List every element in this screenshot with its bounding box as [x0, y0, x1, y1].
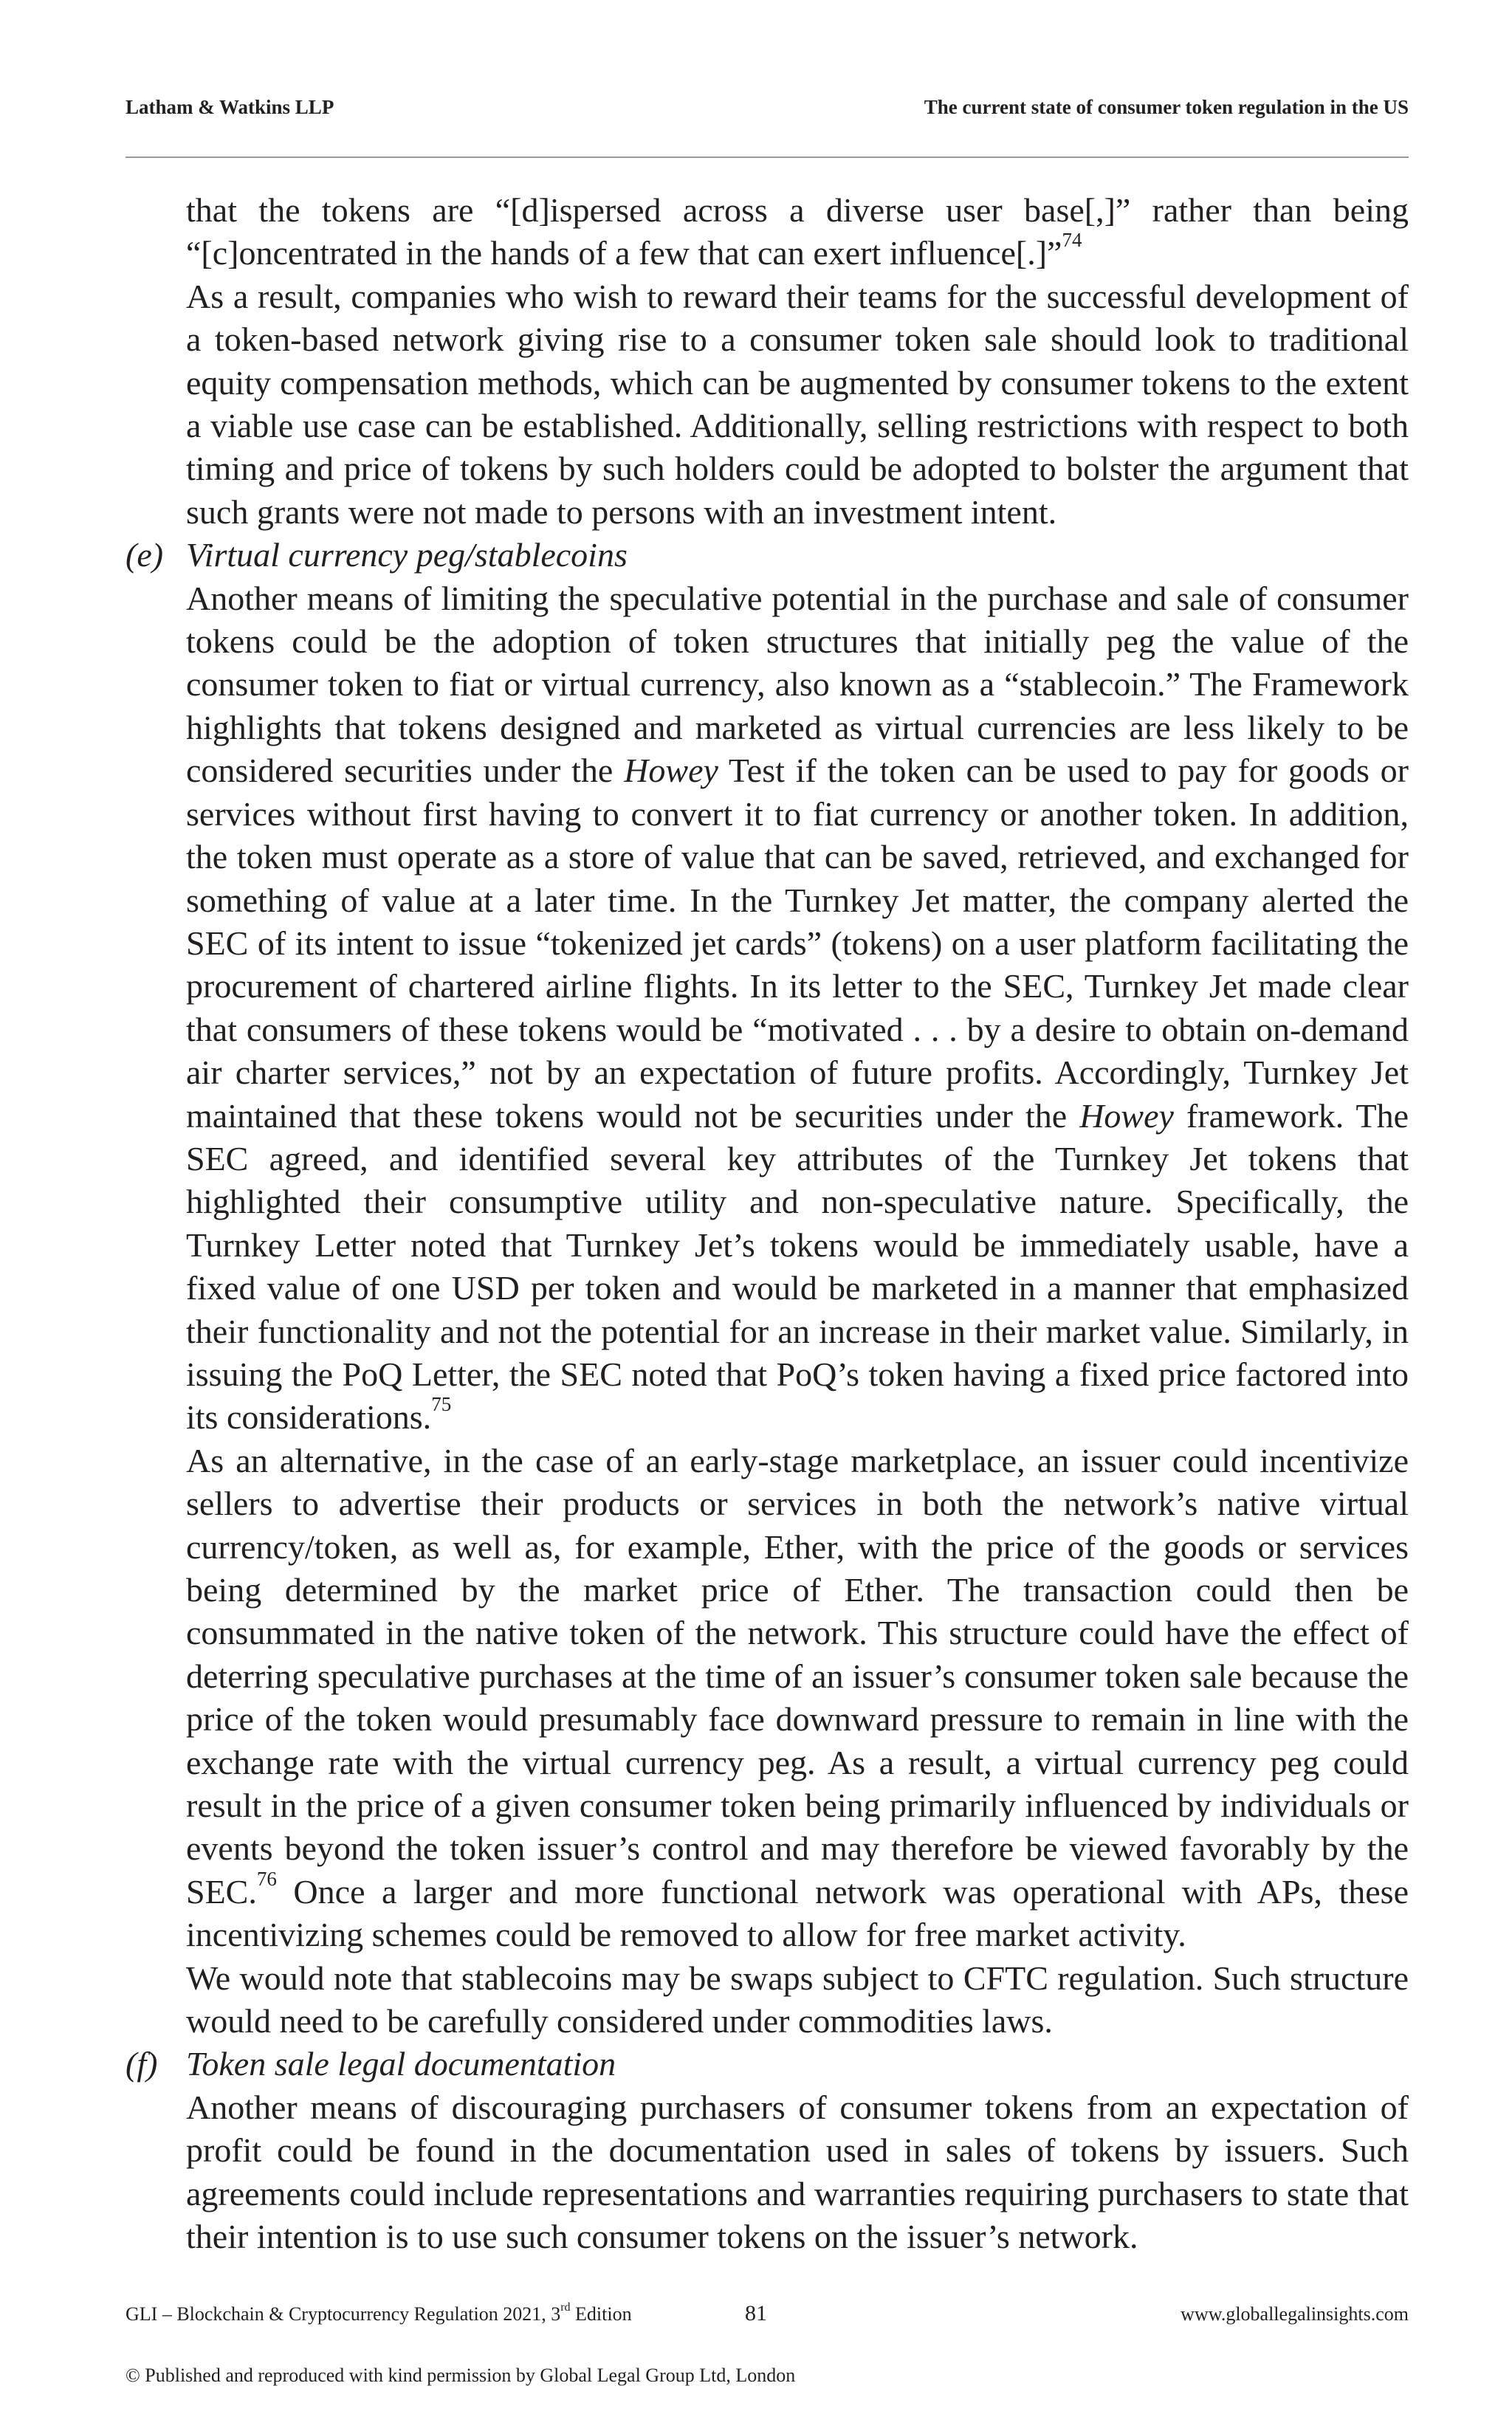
section-label-f: (f)	[126, 2045, 158, 2083]
paragraph-6: Another means of discouraging purchasers of consumer tokens from an expectation of profit could be found in the documentation used in sales of tokens by issuers. Such agreements could include representations and warranties requiring purchasers to state that their intention is to use such consumer tokens on the issuer’s network.	[186, 2088, 1409, 2256]
header-divider	[126, 157, 1409, 158]
footnote-ref-76: 76	[256, 1867, 277, 1890]
footer-publication: GLI – Blockchain & Cryptocurrency Regulation 2021, 3rd Edition	[126, 2301, 632, 2325]
paragraph-2: As a result, companies who wish to reward their teams for the successful development of a token-based network giving rise to a consumer token sale should look to traditional equity compensation methods, which can be augmented by consumer tokens to the extent a viable use case can be established. Additionally, selling restrictions with respect to both timing and price of tokens by such holders could be adopted to bolster the argument that such grants were not made to persons with an investment intent.	[186, 277, 1409, 531]
case-name-howey: Howey	[624, 752, 718, 790]
paragraph-3: Another means of limiting the speculative potential in the purchase and sale of consumer tokens could be the adoption of token structures that initially peg the value of the consumer token to fiat or virtual currency, also known as a “stablecoin.” The Framework highlights that tokens designed and marketed as virtual currencies are less likely to be considered securities under the Howey Test if the token can be used to pay for goods or services without first having to convert it to fiat currency or another token. In addition, the token must operate as a store of value that can be saved, retrieved, and exchanged for something of value at a later time. In the Turnkey Jet matter, the company alerted the SEC of its intent to issue “tokenized jet cards” (tokens) on a user platform facilitating the procurement of chartered airline flights. In its letter to the SEC, Turnkey Jet made clear that consumers of these tokens would be “motivated . . . by a desire to obtain on-demand air charter services,” not by an expectation of future profits. Accordingly, Turnkey Jet maintained that these tokens would not be securities under the Howey framework. The SEC agreed, and identified several key attributes of the Turnkey Jet tokens that highlighted their consumptive utility and non-speculative nature. Specifically, the Turnkey Letter noted that Turnkey Jet’s tokens would be immediately usable, have a fixed value of one USD per token and would be marketed in a manner that emphasized their functionality and not the potential for an increase in their market value. Similarly, in issuing the PoQ Letter, the SEC noted that PoQ’s token having a fixed price factored into its considerations.$^{75}$	[186, 579, 1409, 1437]
section-label-e: (e)	[126, 536, 164, 574]
running-header-right: The current state of consumer token regulation in the US	[924, 96, 1409, 118]
footnote-ref-75: 75	[431, 1393, 452, 1416]
section-heading-f	[126, 2043, 1409, 2086]
page-number: 81	[745, 2301, 767, 2325]
section-title-e: Virtual currency peg/stablecoins	[186, 536, 628, 574]
section-heading-e	[126, 534, 1409, 577]
paragraph-1: that the tokens are “[d]ispersed across a diverse user base[,]” rather than being “[c]oncentrated in the hands of a few that can exert influence[.]”$^{74}$	[186, 191, 1409, 272]
paragraph-4: As an alternative, in the case of an early-stage marketplace, an issuer could incentivize sellers to advertise their products or services in both the network’s native virtual currency/token, as well as, for example, Ether, with the price of the goods or services being determined by the market price of Ether. The transaction could then be consummated in the native token of the network. This structure could have the effect of deterring speculative purchases at the time of an issuer’s consumer token sale because the price of the token would presumably face downward pressure to remain in line with the exchange rate with the virtual currency peg. As a result, a virtual currency peg could result in the price of a given consumer token being primarily influenced by individuals or events beyond the token issuer’s control and may therefore be viewed favorably by the SEC.$^{76}$ Once a larger and more functional network was operational with APs, these incentivizing schemes could be removed to allow for free market activity.	[186, 1441, 1409, 1954]
footer-website: www.globallegalinsights.com	[1181, 2303, 1409, 2325]
copyright-notice: © Published and reproduced with kind permission by Global Legal Group Ltd, London	[126, 2365, 796, 2386]
footnote-ref-74: 74	[1062, 229, 1082, 252]
paragraph-5: We would note that stablecoins may be swaps subject to CFTC regulation. Such structure would need to be carefully considered under commodities laws.	[186, 1959, 1409, 2040]
section-title-f: Token sale legal documentation	[186, 2045, 616, 2083]
page-body	[126, 189, 1409, 2259]
running-header-left: Latham & Watkins LLP	[126, 96, 334, 118]
case-name-howey: Howey	[1079, 1096, 1174, 1135]
